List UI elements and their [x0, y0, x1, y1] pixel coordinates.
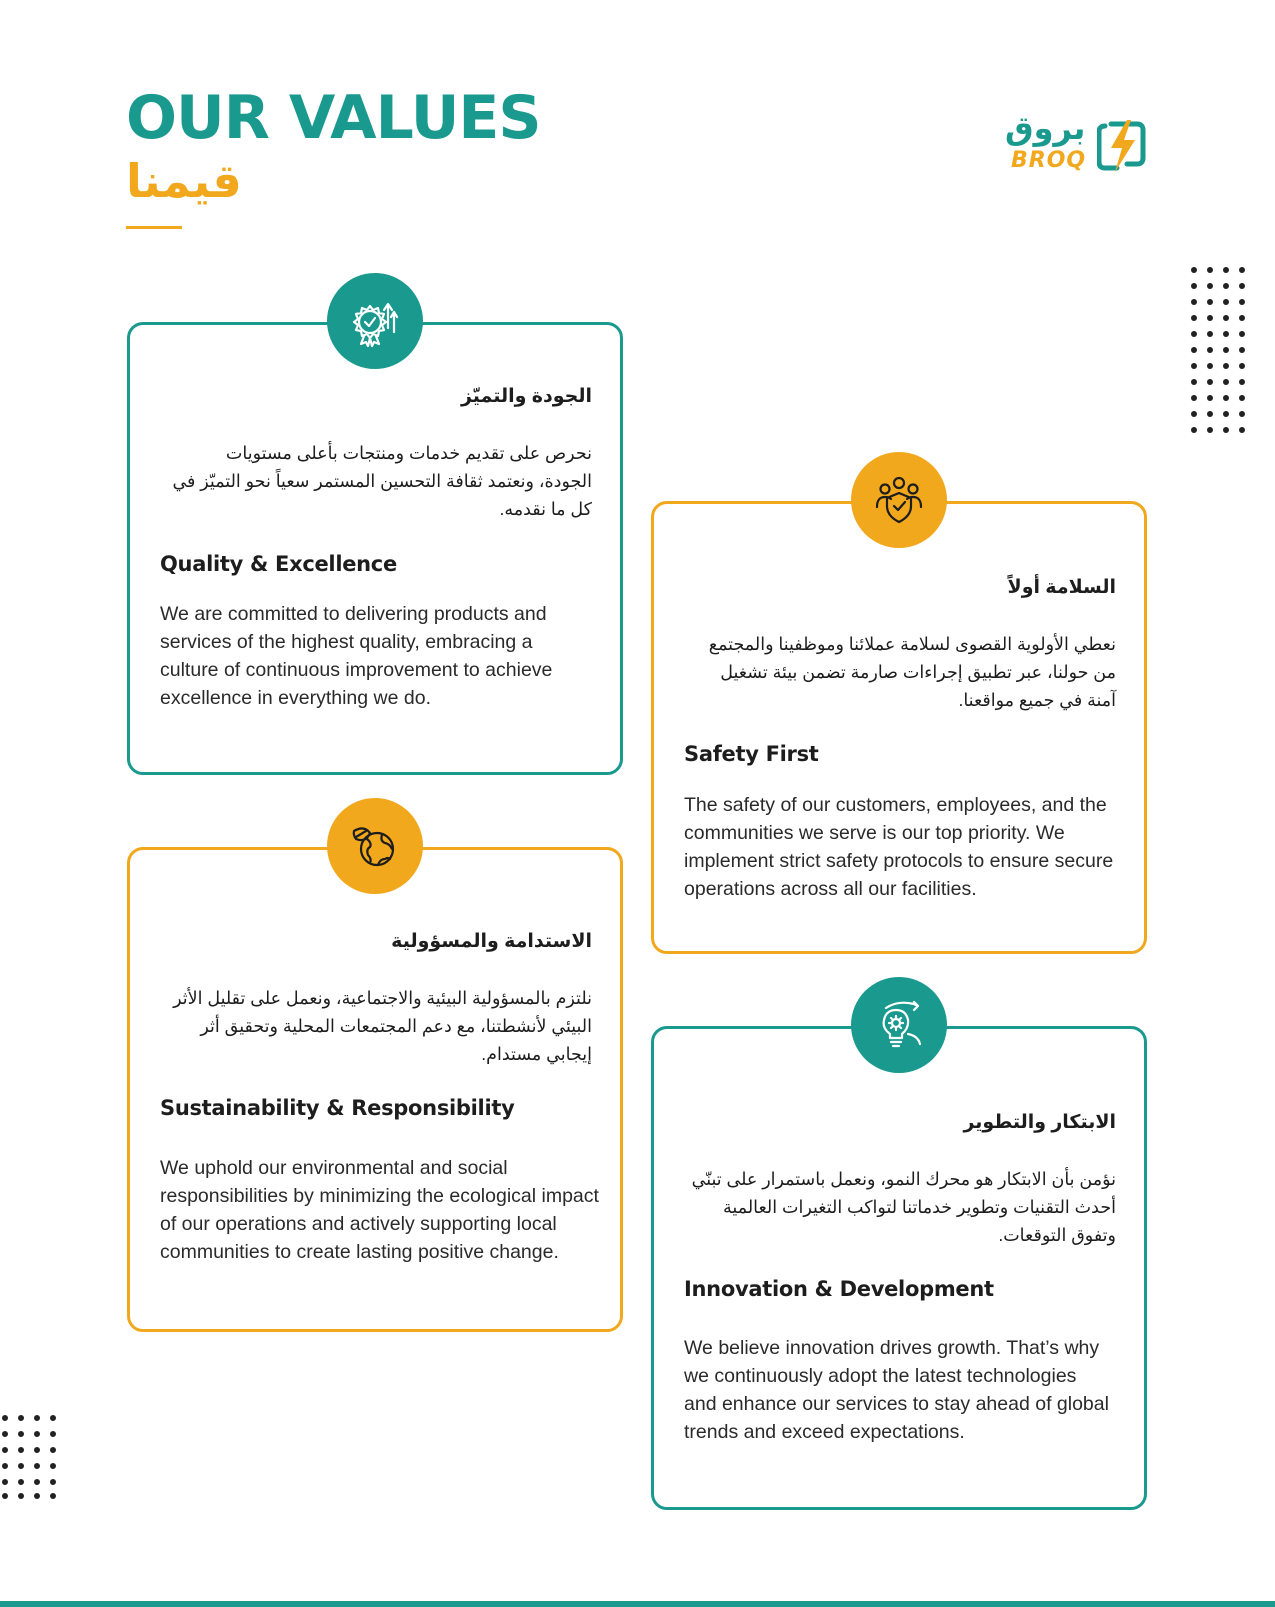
people-shield-icon — [872, 473, 926, 527]
card-text-english: The safety of our customers, employees, and the communities we serve is our top priority. We implement strict safety protocols to ensure secure operations across all our facilities. — [684, 794, 1114, 900]
card-title-english: Safety First — [684, 742, 819, 766]
card-text-english: We uphold our environmental and social responsibilities by minimizing the ecological impact of our operations and actively supporting local communities to create lasting positive change. — [160, 1157, 599, 1263]
card-title-arabic: الاستدامة والمسؤولية — [391, 931, 592, 952]
broq-logo — [1005, 109, 1145, 180]
card-text-arabic: نعطي الأولوية القصوى لسلامة عملائنا وموظفينا والمجتمع من حولنا، عبر تطبيق إجراءات صارمة تضمن بيئة تشغيل آمنة في جميع مواقعنا. — [708, 634, 1116, 710]
card-title-english: Quality & Excellence — [160, 552, 397, 576]
bottom-accent-line — [0, 1601, 1275, 1607]
gear-badge-growth-icon — [348, 294, 402, 348]
value-card-safety — [651, 501, 1147, 954]
card-text-english: We believe innovation drives growth. That’s why we continuously adopt the latest technologies and enhance our services to stay ahead of global trends and exceed expectations. — [684, 1337, 1109, 1443]
globe-leaf-icon — [348, 819, 402, 873]
safety-badge — [851, 452, 947, 548]
page-title-arabic: قيمنا — [126, 154, 242, 208]
innovation-badge — [851, 977, 947, 1073]
card-text-english: We are committed to delivering products and services of the highest quality, embracing a culture of continuous improvement to achieve excellence in everything we do. — [160, 603, 553, 709]
logo-text-arabic: بروق — [1005, 109, 1086, 147]
card-title-english: Innovation & Development — [684, 1277, 994, 1301]
dot-grid-decoration — [1190, 266, 1250, 438]
card-text-arabic: نؤمن بأن الابتكار هو محرك النمو، ونعمل باستمرار على تبنّي أحدث التقنيات وتطوير خدماتنا لتواكب التغيرات العالمية وتفوق التوقعات. — [691, 1169, 1116, 1245]
quality-badge — [327, 273, 423, 369]
card-title-arabic: الابتكار والتطوير — [963, 1112, 1116, 1133]
card-title-arabic: الجودة والتميّز — [460, 386, 592, 407]
card-text-arabic: نحرص على تقديم خدمات ومنتجات بأعلى مستويات الجودة، ونعتمد ثقافة التحسين المستمر سعياً نحو التميّز في كل ما نقدمه. — [172, 443, 592, 519]
page-title: OUR VALUES — [126, 83, 541, 153]
dot-grid-decoration — [0, 1413, 62, 1499]
logo-text-english: BROQ — [1011, 148, 1087, 173]
value-card-sustainability — [127, 847, 623, 1332]
lightbulb-gear-icon — [872, 998, 926, 1052]
title-underline — [126, 226, 182, 229]
value-card-innovation — [651, 1026, 1147, 1510]
value-card-quality — [127, 322, 623, 775]
sustainability-badge — [327, 798, 423, 894]
card-title-english: Sustainability & Responsibility — [160, 1096, 515, 1120]
card-text-arabic: نلتزم بالمسؤولية البيئية والاجتماعية، ونعمل على تقليل الأثر البيئي لأنشطتنا، مع دعم المجتمعات المحلية وتحقيق أثر إيجابي مستدام. — [173, 988, 592, 1064]
lightning-bolt-icon — [1097, 118, 1147, 174]
card-title-arabic: السلامة أولاً — [1007, 577, 1116, 598]
